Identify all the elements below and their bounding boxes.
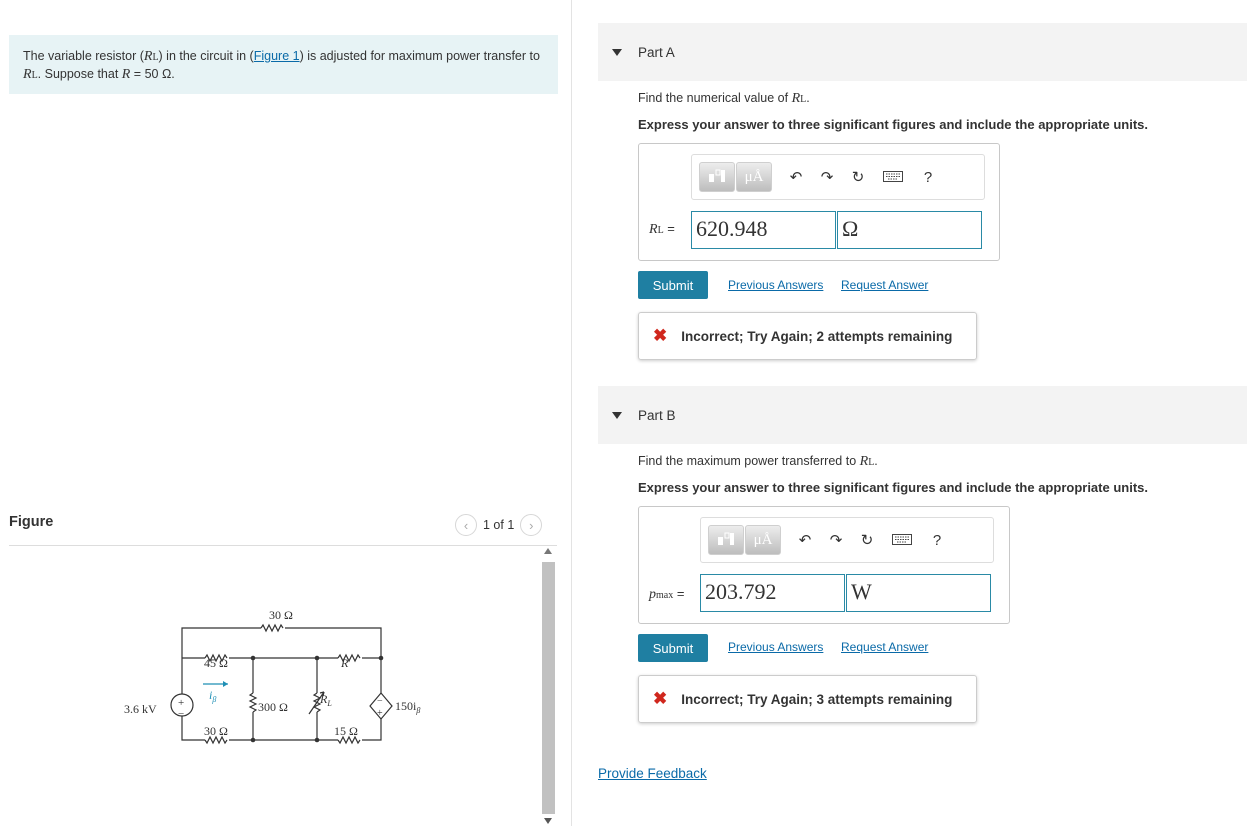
divider [9,545,557,546]
label-30-top: 30 Ω [269,608,293,622]
templates-button[interactable] [708,525,744,555]
undo-icon[interactable]: ↶ [789,169,803,186]
part-a-instruction: Find the numerical value of RL. [638,91,810,106]
part-a-submit-button[interactable]: Submit [638,271,708,299]
templates-icon [715,531,737,549]
label-R: R [341,656,349,670]
part-a-header[interactable] [598,23,1247,81]
svg-text:+: + [178,697,185,709]
figure-link[interactable]: Figure 1 [253,49,300,63]
redo-icon[interactable]: ↷ [829,532,843,549]
error-x-icon: ✖ [653,326,668,345]
part-b-express: Express your answer to three significant figures and include the appropriate units. [638,480,1148,495]
templates-button[interactable] [699,162,735,192]
part-b-answer-box [638,506,1010,624]
figure-scrollbar[interactable] [541,548,555,826]
part-b-previous-answers-link[interactable]: Previous Answers [728,640,824,654]
keyboard-icon[interactable] [891,532,913,549]
part-b-title: Part B [638,407,676,423]
part-a-title: Part A [638,44,675,60]
svg-text:−: − [178,708,185,720]
part-b-request-answer-link[interactable]: Request Answer [841,640,929,654]
caret-down-icon [612,412,622,419]
units-button[interactable]: μÅ [736,162,772,192]
part-a-value-input[interactable]: 620.948 [691,211,836,249]
part-a-toolbar [691,154,985,200]
undo-icon[interactable]: ↶ [798,532,812,549]
part-b-feedback: ✖ Incorrect; Try Again; 3 attempts remaining [638,675,977,723]
part-b-header[interactable] [598,386,1247,444]
left-panel [0,0,571,826]
keyboard-icon[interactable] [882,169,904,186]
page-indicator: 1 of 1 [483,518,515,532]
scroll-down-icon[interactable] [544,818,552,824]
svg-text:iβ: $i_\beta$ [209,688,217,704]
reset-icon[interactable]: ↻ [851,169,865,186]
part-a-previous-answers-link[interactable]: Previous Answers [728,278,824,292]
svg-text:−: − [377,696,383,707]
part-b-value-input[interactable]: 203.792 [700,574,845,612]
resistor-300 [250,693,256,712]
caret-down-icon [612,49,622,56]
label-30-bottom: 30 Ω [204,724,228,738]
prev-figure-button[interactable] [455,514,477,536]
label-source: 3.6 kV [124,702,157,716]
part-b-toolbar [700,517,994,563]
label-15: 15 Ω [334,724,358,738]
units-button[interactable]: μÅ [745,525,781,555]
svg-text:150iβ: $150i_\beta$ [395,699,421,715]
scroll-up-icon[interactable] [544,548,552,554]
part-a-express: Express your answer to three significant figures and include the appropriate units. [638,117,1148,132]
chevron-left-icon: ‹ [463,517,469,533]
figure-title: Figure [9,514,54,530]
figure-pager [455,514,542,536]
redo-icon[interactable]: ↷ [820,169,834,186]
problem-text: The variable resistor ( [23,49,144,63]
chevron-right-icon: › [529,517,534,533]
templates-icon [706,168,728,186]
help-icon[interactable]: ? [923,168,933,186]
part-a-units-input[interactable]: Ω [837,211,982,249]
part-a-answer-box [638,143,1000,261]
part-b-answer-label: pmax = [649,586,685,602]
circuit-diagram [110,595,440,765]
part-a-answer-label: RL = [649,221,675,237]
reset-icon[interactable]: ↻ [860,532,874,549]
label-300: 300 Ω [258,700,288,714]
help-icon[interactable]: ? [932,531,942,549]
part-b-instruction: Find the maximum power transferred to RL. [638,454,878,469]
label-45: 45 Ω [204,656,228,670]
part-a-feedback: ✖ Incorrect; Try Again; 2 attempts remaining [638,312,977,360]
right-panel [572,0,1247,826]
svg-text:RL: $R_L$ [320,692,332,708]
provide-feedback-link[interactable]: Provide Feedback [598,766,707,781]
part-a-request-answer-link[interactable]: Request Answer [841,278,929,292]
svg-text:+: + [377,708,383,719]
next-figure-button[interactable] [520,514,542,536]
part-b-units-input[interactable]: W [846,574,991,612]
scroll-thumb[interactable] [542,562,555,814]
part-b-submit-button[interactable]: Submit [638,634,708,662]
resistor-30-top [261,625,283,631]
error-x-icon: ✖ [653,689,668,708]
problem-statement: The variable resistor (RL) in the circuit in (Figure 1) is adjusted for maximum power transfer to RL. Suppose that R = 50 Ω. [9,35,558,94]
